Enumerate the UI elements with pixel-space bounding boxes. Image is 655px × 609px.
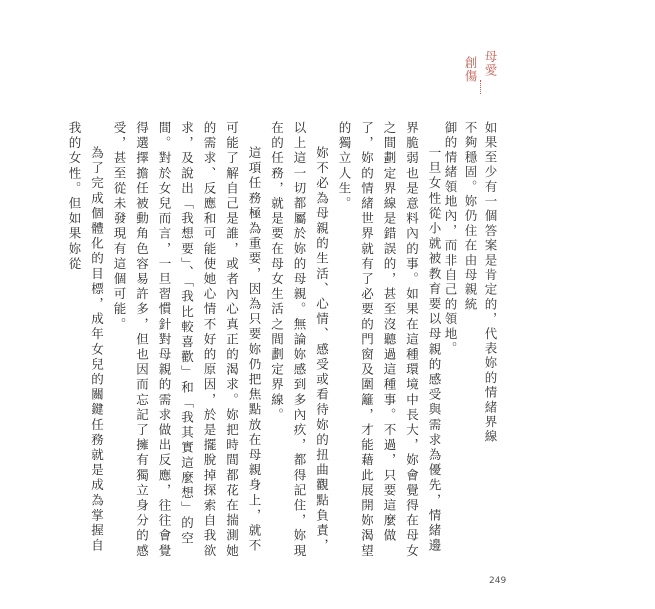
paragraph: 一旦女性從小就被教育要以母親的感受與需求為優先，情緒邊界脆弱也是意料內的事。如果在這種環境中長大，妳會覺得在母女之間劃定界線是錯誤的，甚至沒聽過這種事。不過，只要這麼做了，妳的情緒世界就有了必要的門窗及圍籬，才能藉此展開妳渴望的獨立人生。 bbox=[337, 121, 442, 559]
quote-line: 御的情緒領地內，而非自己的領地。 bbox=[443, 121, 458, 357]
paragraph: 妳不必為母親的生活、心情、感受或看待妳的扭曲觀點負責，以上這一切都屬於妳的母親。無論妳感到多內疚，都得記住，妳現在的任務，就是要在母女生活之間劃定界線。 bbox=[269, 121, 330, 559]
paragraph: 為了完成個體化的目標，成年女兒的關鍵任務就是成為掌握自我的女性。但如果妳從 bbox=[67, 121, 105, 554]
indented-quote-block bbox=[440, 121, 500, 451]
body-text bbox=[63, 121, 446, 561]
running-head-separator bbox=[480, 80, 482, 94]
running-head-book-title: 母愛 bbox=[483, 50, 498, 77]
running-head-chapter-title: 創傷 bbox=[463, 56, 478, 83]
running-head bbox=[457, 50, 507, 130]
paragraph: 這項任務極為重要，因為只要妳仍把焦點放在母親身上，就不可能了解自己是誰，或者內心真正的渴求。妳把時間都花在揣測她的需求、反應和可能使她心情不好的原因，於是擺脫掉探索自我欲求，及說出「我想要」、「我比較喜歡」和「我其實這麼想」的空間。對於女兒而言，一旦習慣針對母親的需求做出反應，往往會覺得選擇擔任被動角色容易許多，但也因而忘記了擁有獨立身分的感受，甚至從未發現有這個可能。 bbox=[112, 121, 262, 559]
page-number: 249 bbox=[489, 576, 507, 586]
quote-line: 如果至少有一個答案是肯定的，代表妳的情緒界線不夠穩固。妳仍住在由母親統 bbox=[463, 121, 498, 445]
